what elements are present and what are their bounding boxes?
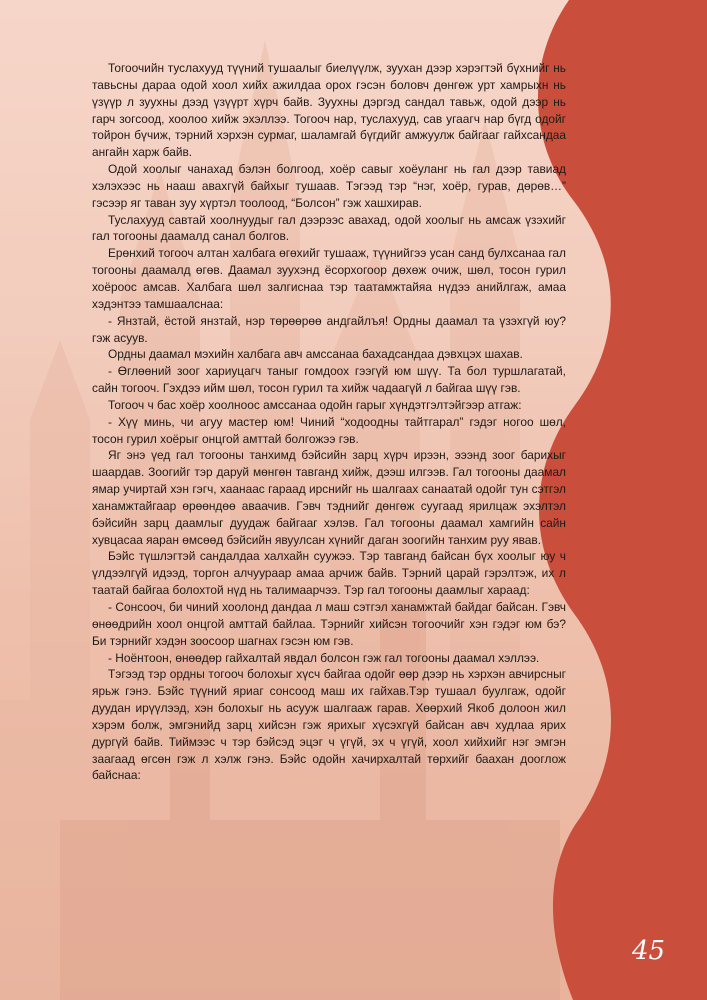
paragraph: Яг энэ үед гал тогооны танхимд бэйсийн зарц хүрч ирээн, эээнд зоог барихыг шаардав. Зоогийг тэр даруй мөнгөн тавганд хийж, дээш илгээв. Гал тогооны даамал ямар учиртай хэн гэгч, хаанаас гараад ирснийг нь шалгаах санаатай одойг тун сэтгэл ханамжтайгаар өрөөндөө аваачив. Гэвч тэднийг дөнгөж суугаад ярилцаж эхэлтэл бэйсийн зарц даамлыг дуудаж байгааг хэлэв. Гал тогооны даамал хамгийн сайн хувцасаа яаран өмсөөд бэйсийн явуулсан хүнийг даган зоогийн танхим руу явав. [92, 448, 566, 547]
paragraph: Ордны даамал мэхийн халбага авч амссанаа бахадсандаа дэвхцэх шахав. [108, 347, 523, 362]
story-text [92, 60, 566, 784]
paragraph: - Янзтай, ёстой янзтай, нэр төрөөрөө андгайлъя! Ордны даамал та үзэхгүй юу? гэж асуув. [92, 313, 566, 345]
paragraph: Тэгээд тэр ордны тогооч болохыг хүсч байгаа одойг өөр дээр нь хэрхэн авчирсныг ярьж гэнэ. Бэйс түүний яриаг сонсоод маш их гайхав.Тэр тушаал буулгаж, одойг дуудан ирүүлээд, хэн болохыг нь асууж шалгааж гарав. Хөөрхий Якоб долоон жил хэрэм болж, эмгэнийд зарц хийсэн гэж ярихыг хүсэхгүй байсан авч худлаа ярих дургүй байв. Тиймээс ч тэр бэйсэд эцэг ч үгүй, эх ч үгүй, хоол хийхийг нэг эмгэн заагаад өгсөн гэж л хэлж гэнэ. Бэйс одойн хачирхалтай төрхийг баахан дооглож байснаа: [92, 667, 566, 783]
paragraph: Тогооч ч бас хоёр хоолноос амссанаа одойн гарыг хүндэтгэлтэйгээр атгаж: [108, 397, 522, 412]
paragraph: - Өглөөний зоог хариуцагч таныг гомдоох гээгүй юм шүү. Та бол туршлагатай, сайн тогооч. Гэхдээ ийм шөл, тосон гурил та хийж чадаагүй л байгаа шүү гэв. [92, 364, 566, 396]
paragraph: Бэйс түшлэгтэй сандалдаа халхайн суужээ. Тэр тавганд байсан бүх хоолыг юу ч үлдээлгүй идээд, торгон алчуураар амаа арчиж байв. Тэрний царай гэрэлтэж, их л таатай байгаа болохтой нүд нь талимаарчээ. Тэр гал тогооны даамлыг хараад: [92, 549, 566, 598]
paragraph: Одой хоолыг чанахад бэлэн болгоод, хоёр савыг хоёуланг нь гал дээр тавиад хэлэхээс нь нааш авахгүй байхыг тушаав. Тэгээд тэр “нэг, хоёр, гурав, дөрөв…” гэсээр яг таван зуу хүртэл тоолоод, “Болсон” гэж хашхирав. [92, 162, 566, 210]
paragraph: - Ноёнтоон, өнөөдөр гайхалтай явдал болсон гэж гал тогооны даамал хэллээ. [108, 650, 540, 665]
page-number: 45 [632, 936, 666, 966]
paragraph: Ерөнхий тогооч алтан халбага өгөхийг тушааж, түүнийгээ усан санд булхсанаа гал тогооны даамалд өгөв. Даамал зуухэнд ёсорхогоор дөхөж очиж, шөл, тосон гурил хоёроос амсав. Халбага шөл залгиснаа тэр таатамжтайяа нүдээ анийлгаж, амаа хэдэнтээ тамшаалснаа: [92, 246, 566, 311]
paragraph: - Сонсооч, би чиний хоолонд дандаа л маш сэтгэл ханамжтай байдаг байсан. Гэвч өнөөдрийн хоол онцгой амттай байлаа. Тэрнийг хийсэн тогоочийг хэн гэдэг юм бэ? Би тэрнийг хэдэн зоосоор шагнах гэсэн юм гэв. [92, 600, 566, 648]
paragraph: - Хүү минь, чи агуу мастер юм! Чиний “ходоодны тайтгарал” гэдэг ногоо шөл, тосон гурил хоёрыг онцгой амттай болгожээ гэв. [92, 414, 566, 446]
paragraph: Тогоочийн туслахууд түүний тушаалыг биелүүлж, зуухан дээр хэрэгтэй бүхнийг нь тавьсны дараа одой хоол хийх ажилдаа орох гэсэн боловч дөнгөж урт хамрыхн нь үзүүр л зуухны дээд үзүүрт хүрч байв. Зуухны дэргэд сандал тавьж, одой дээр нь гарч зогсоод, хоолоо хийж эхэллээ. Тогооч нар, туслахууд, сав угаагч нар бүгд одойг тойрон бүчиж, тэрний хэрхэн сурмаг, шаламгай бүгдийг амжуулж байгааг гайхсандаа ангайн харж байв. [92, 61, 566, 160]
paragraph: Туслахууд савтай хоолнуудыг гал дээрээс авахад, одой хоолыг нь амсаж үзэхийг гал тогооны даамалд санал болгов. [92, 212, 566, 244]
